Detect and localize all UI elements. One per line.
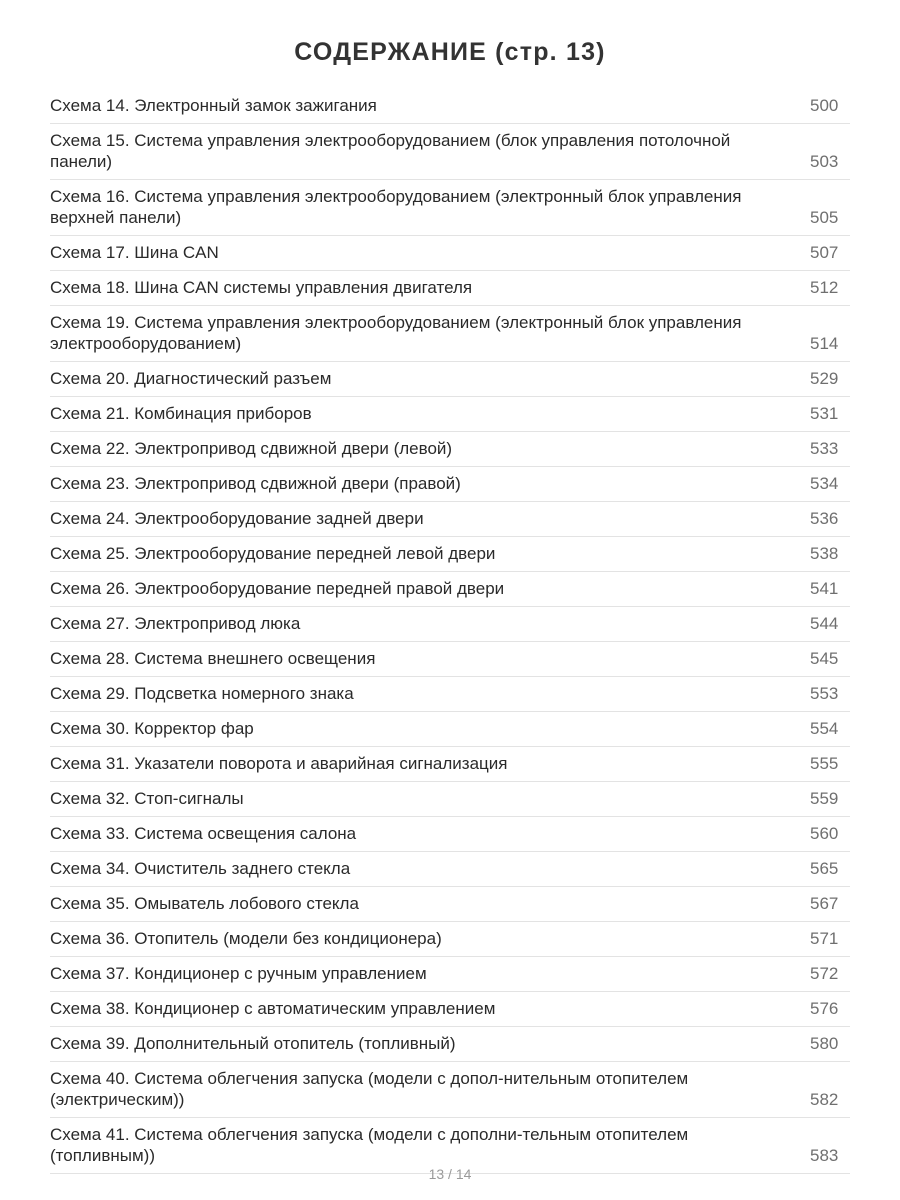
toc-entry-page: 533	[810, 439, 839, 458]
toc-entry-label: Схема 21. Комбинация приборов	[50, 404, 312, 423]
toc-entry-page: 514	[810, 334, 839, 353]
toc-row[interactable]	[50, 817, 850, 852]
toc-row[interactable]	[50, 922, 850, 957]
toc-row[interactable]	[50, 747, 850, 782]
toc-row[interactable]	[50, 572, 850, 607]
toc-entry-page: 555	[810, 754, 839, 773]
toc-entry-page: 582	[810, 1090, 839, 1109]
toc-row[interactable]	[50, 1062, 850, 1118]
page-indicator: 13 / 14	[428, 1166, 472, 1182]
toc-entry-label: Схема 20. Диагностический разъем	[50, 369, 332, 388]
toc-entry-label: Схема 14. Электронный замок зажигания	[50, 96, 377, 115]
toc-entry-page: 553	[810, 684, 839, 703]
toc-entry-label: Схема 18. Шина CAN системы управления двигателя	[50, 278, 473, 297]
toc-row[interactable]	[50, 271, 850, 306]
toc-entry-page: 503	[810, 152, 839, 171]
toc-row[interactable]	[50, 236, 850, 271]
toc-row[interactable]	[50, 180, 850, 236]
toc-entry-label: Схема 40. Система облегчения запуска (модели с допол-нительным отопителем (электрическим))	[50, 1069, 689, 1109]
toc-entry-label: Схема 35. Омыватель лобового стекла	[50, 894, 359, 913]
toc-entry-label: Схема 36. Отопитель (модели без кондиционера)	[50, 929, 442, 948]
toc-entry-label: Схема 32. Стоп-сигналы	[50, 789, 244, 808]
toc-entry-page: 505	[810, 208, 839, 227]
toc-list	[50, 89, 850, 1174]
toc-entry-page: 545	[810, 649, 839, 668]
toc-row[interactable]	[50, 397, 850, 432]
toc-row[interactable]	[50, 362, 850, 397]
toc-row[interactable]	[50, 432, 850, 467]
toc-entry-page: 576	[810, 999, 839, 1018]
toc-entry-page: 567	[810, 894, 839, 913]
toc-row[interactable]	[50, 467, 850, 502]
toc-entry-page: 544	[810, 614, 839, 633]
toc-row[interactable]	[50, 124, 850, 180]
toc-entry-page: 583	[810, 1146, 839, 1165]
toc-entry-label: Схема 26. Электрооборудование передней правой двери	[50, 579, 505, 598]
toc-row[interactable]	[50, 957, 850, 992]
toc-entry-page: 554	[810, 719, 839, 738]
toc-row[interactable]	[50, 712, 850, 747]
toc-entry-page: 580	[810, 1034, 839, 1053]
toc-row[interactable]	[50, 607, 850, 642]
toc-row[interactable]	[50, 306, 850, 362]
toc-entry-page: 559	[810, 789, 839, 808]
toc-entry-label: Схема 29. Подсветка номерного знака	[50, 684, 354, 703]
toc-row[interactable]	[50, 852, 850, 887]
toc-entry-page: 565	[810, 859, 839, 878]
toc-entry-label: Схема 27. Электропривод люка	[50, 614, 301, 633]
toc-row[interactable]	[50, 782, 850, 817]
toc-entry-page: 529	[810, 369, 839, 388]
toc-row[interactable]	[50, 89, 850, 124]
toc-entry-label: Схема 25. Электрооборудование передней левой двери	[50, 544, 496, 563]
toc-entry-label: Схема 16. Система управления электрооборудованием (электронный блок управления верхней панели)	[50, 187, 742, 227]
toc-row[interactable]	[50, 992, 850, 1027]
toc-entry-label: Схема 15. Система управления электрооборудованием (блок управления потолочной панели)	[50, 131, 731, 171]
toc-entry-page: 572	[810, 964, 839, 983]
toc-entry-label: Схема 17. Шина CAN	[50, 243, 219, 262]
toc-entry-page: 531	[810, 404, 839, 423]
toc-entry-page: 538	[810, 544, 839, 563]
toc-entry-page: 536	[810, 509, 839, 528]
toc-entry-page: 512	[810, 278, 839, 297]
toc-row[interactable]	[50, 537, 850, 572]
page-title: СОДЕРЖАНИЕ (стр. 13)	[294, 38, 606, 66]
toc-row[interactable]	[50, 502, 850, 537]
toc-entry-label: Схема 39. Дополнительный отопитель (топливный)	[50, 1034, 456, 1053]
toc-entry-page: 534	[810, 474, 839, 493]
toc-row[interactable]	[50, 1027, 850, 1062]
toc-entry-label: Схема 33. Система освещения салона	[50, 824, 357, 843]
toc-row[interactable]	[50, 887, 850, 922]
toc-entry-label: Схема 30. Корректор фар	[50, 719, 254, 738]
toc-entry-label: Схема 24. Электрооборудование задней двери	[50, 509, 424, 528]
toc-entry-label: Схема 28. Система внешнего освещения	[50, 649, 376, 668]
toc-entry-label: Схема 22. Электропривод сдвижной двери (левой)	[50, 439, 453, 458]
toc-entry-label: Схема 23. Электропривод сдвижной двери (правой)	[50, 474, 461, 493]
toc-entry-label: Схема 31. Указатели поворота и аварийная сигнализация	[50, 754, 508, 773]
toc-entry-page: 500	[810, 96, 839, 115]
toc-entry-label: Схема 41. Система облегчения запуска (модели с дополни-тельным отопителем (топливным))	[50, 1125, 689, 1165]
toc-entry-page: 541	[810, 579, 839, 598]
toc-entry-page: 560	[810, 824, 839, 843]
toc-entry-label: Схема 34. Очиститель заднего стекла	[50, 859, 351, 878]
toc-entry-page: 571	[810, 929, 839, 948]
toc-entry-label: Схема 19. Система управления электрооборудованием (электронный блок управления электрооборудованием)	[50, 313, 742, 353]
toc-entry-label: Схема 37. Кондиционер с ручным управлением	[50, 964, 427, 983]
toc-row[interactable]	[50, 642, 850, 677]
toc-row[interactable]	[50, 677, 850, 712]
toc-entry-label: Схема 38. Кондиционер с автоматическим управлением	[50, 999, 496, 1018]
toc-entry-page: 507	[810, 243, 839, 262]
